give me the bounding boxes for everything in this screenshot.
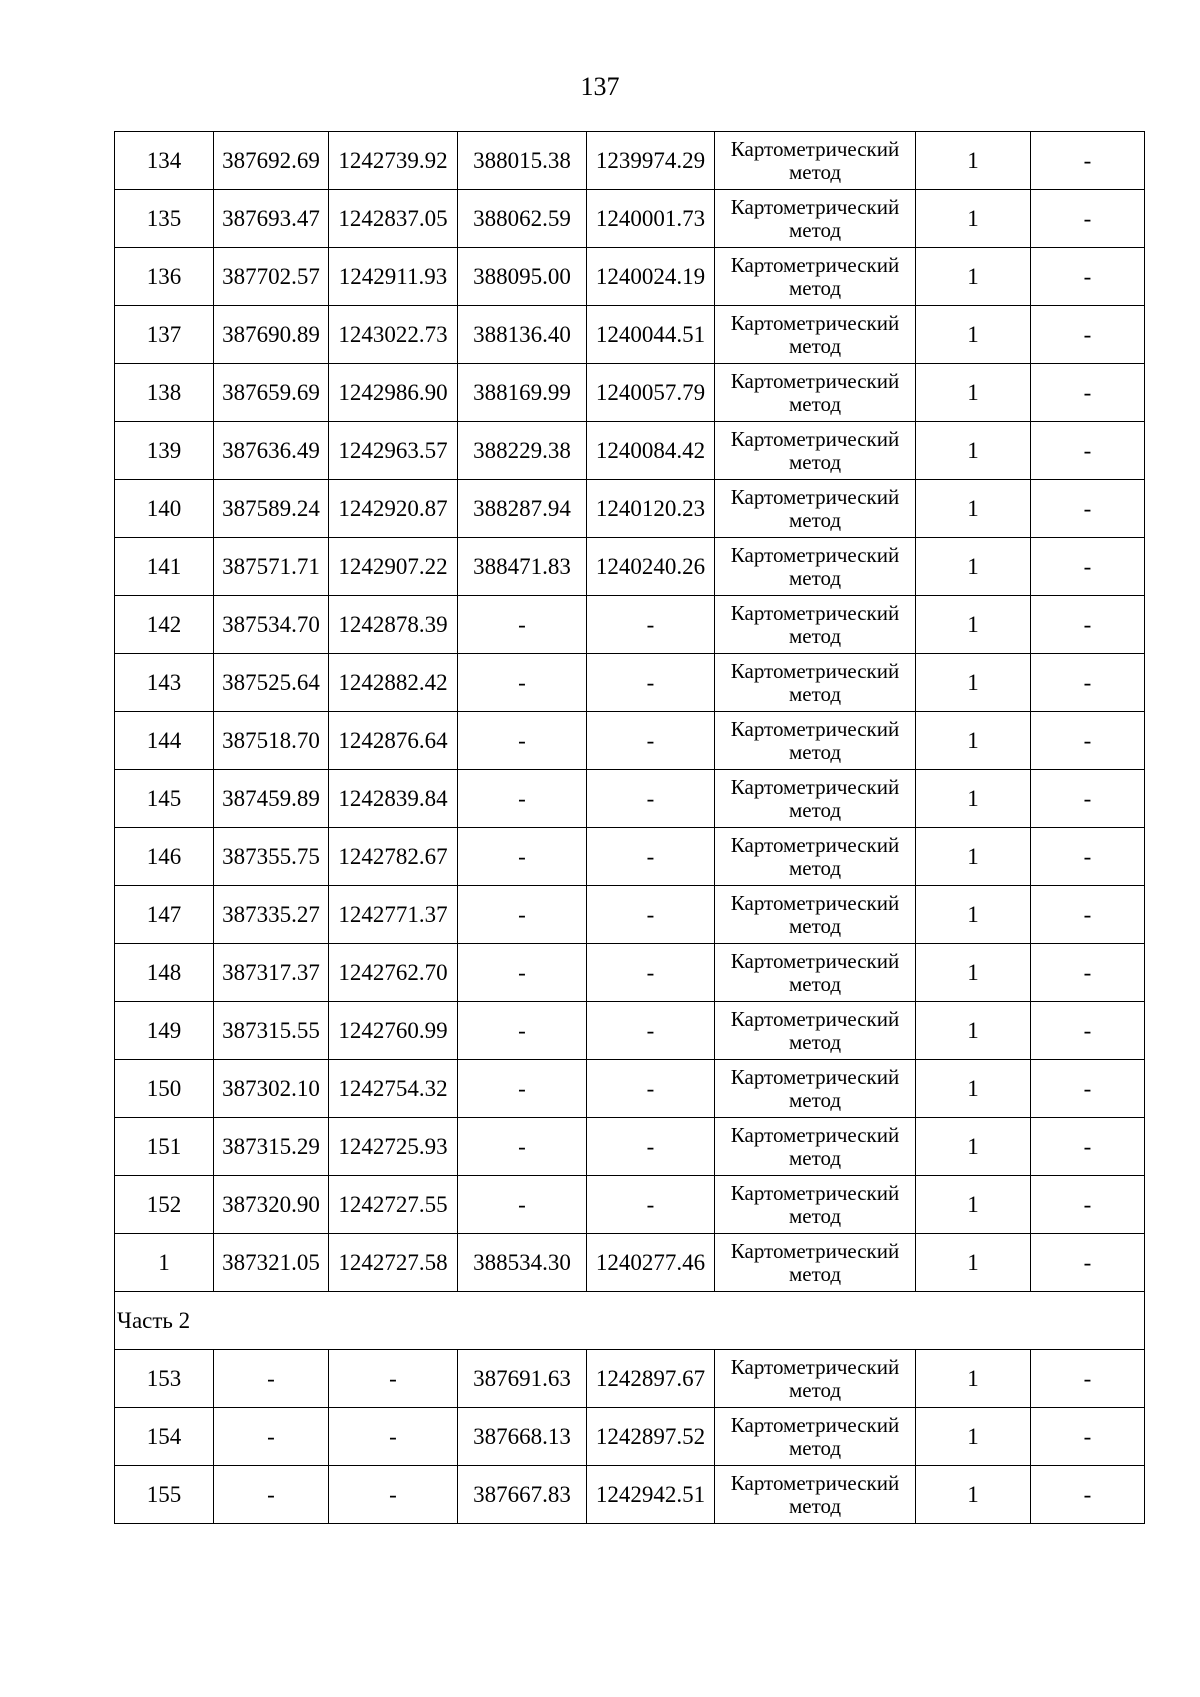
point-number-cell: 134 [115,132,214,190]
table-row [115,828,1145,886]
note-cell: - [1031,886,1145,944]
method-cell [715,596,916,654]
y1-cell: - [329,1350,458,1408]
method-line-2: метод [788,1087,842,1112]
x2-cell: - [458,828,587,886]
y2-cell: - [587,1176,715,1234]
x2-cell: 388287.94 [458,480,587,538]
table-row [115,944,1145,1002]
x1-cell: 387636.49 [214,422,329,480]
accuracy-cell: 1 [916,1466,1031,1524]
x1-cell: 387335.27 [214,886,329,944]
x1-cell: 387315.29 [214,1118,329,1176]
y1-cell: 1242727.58 [329,1234,458,1292]
table-row [115,1466,1145,1524]
method-line-2: метод [788,565,842,590]
accuracy-cell: 1 [916,654,1031,712]
table-row [115,1408,1145,1466]
y1-cell: 1242839.84 [329,770,458,828]
point-number-cell: 1 [115,1234,214,1292]
y1-cell: 1242837.05 [329,190,458,248]
x2-cell: - [458,1118,587,1176]
method-line-2: метод [788,1377,842,1402]
method-line-2: метод [788,217,842,242]
note-cell: - [1031,1118,1145,1176]
method-cell [715,422,916,480]
y1-cell: 1242762.70 [329,944,458,1002]
table-row [115,712,1145,770]
y2-cell: 1240057.79 [587,364,715,422]
x1-cell: 387525.64 [214,654,329,712]
method-line-1: Картометрический [730,194,900,219]
section-label: Часть 2 [115,1292,1145,1350]
method-line-2: метод [788,1435,842,1460]
method-cell [715,132,916,190]
point-number-cell: 143 [115,654,214,712]
method-line-1: Картометрический [730,1470,900,1495]
note-cell: - [1031,1350,1145,1408]
y1-cell: 1243022.73 [329,306,458,364]
accuracy-cell: 1 [916,828,1031,886]
x2-cell: - [458,944,587,1002]
method-cell [715,712,916,770]
y1-cell: 1242963.57 [329,422,458,480]
x2-cell: 387668.13 [458,1408,587,1466]
table-row [115,480,1145,538]
x2-cell: 388095.00 [458,248,587,306]
point-number-cell: 136 [115,248,214,306]
accuracy-cell: 1 [916,1002,1031,1060]
method-cell [715,1118,916,1176]
point-number-cell: 153 [115,1350,214,1408]
method-line-2: метод [788,1145,842,1170]
y1-cell: 1242878.39 [329,596,458,654]
x1-cell: 387690.89 [214,306,329,364]
y2-cell: - [587,1060,715,1118]
x1-cell: 387571.71 [214,538,329,596]
x2-cell: 388136.40 [458,306,587,364]
table-row [115,364,1145,422]
note-cell: - [1031,538,1145,596]
note-cell: - [1031,1408,1145,1466]
method-line-1: Картометрический [730,310,900,335]
method-line-2: метод [788,159,842,184]
method-line-2: метод [788,797,842,822]
x1-cell: 387692.69 [214,132,329,190]
point-number-cell: 154 [115,1408,214,1466]
note-cell: - [1031,248,1145,306]
y1-cell: - [329,1408,458,1466]
x2-cell: 387691.63 [458,1350,587,1408]
method-cell [715,886,916,944]
x2-cell: - [458,654,587,712]
x2-cell: - [458,596,587,654]
accuracy-cell: 1 [916,1350,1031,1408]
y2-cell: - [587,1002,715,1060]
x1-cell: 387317.37 [214,944,329,1002]
accuracy-cell: 1 [916,1408,1031,1466]
method-cell [715,1350,916,1408]
y2-cell: - [587,944,715,1002]
point-number-cell: 145 [115,770,214,828]
page-number: 137 [580,72,620,101]
note-cell: - [1031,132,1145,190]
method-cell [715,364,916,422]
method-line-1: Картометрический [730,890,900,915]
note-cell: - [1031,712,1145,770]
y2-cell: 1239974.29 [587,132,715,190]
method-line-1: Картометрический [730,484,900,509]
method-line-1: Картометрический [730,542,900,567]
accuracy-cell: 1 [916,480,1031,538]
method-line-2: метод [788,333,842,358]
accuracy-cell: 1 [916,886,1031,944]
section-row [115,1292,1145,1350]
x1-cell: - [214,1408,329,1466]
note-cell: - [1031,480,1145,538]
point-number-cell: 139 [115,422,214,480]
y1-cell: 1242920.87 [329,480,458,538]
point-number-cell: 137 [115,306,214,364]
table-row [115,538,1145,596]
method-line-1: Картометрический [730,1006,900,1031]
point-number-cell: 135 [115,190,214,248]
table-body [115,132,1145,1524]
y1-cell: 1242882.42 [329,654,458,712]
method-line-2: метод [788,971,842,996]
y2-cell: 1242897.67 [587,1350,715,1408]
x2-cell: 388015.38 [458,132,587,190]
accuracy-cell: 1 [916,596,1031,654]
x1-cell: 387320.90 [214,1176,329,1234]
method-cell [715,190,916,248]
y2-cell: 1240084.42 [587,422,715,480]
y1-cell: 1242739.92 [329,132,458,190]
table-row [115,770,1145,828]
accuracy-cell: 1 [916,306,1031,364]
method-line-1: Картометрический [730,1122,900,1147]
point-number-cell: 147 [115,886,214,944]
x2-cell: - [458,886,587,944]
method-line-2: метод [788,1261,842,1286]
y1-cell: 1242725.93 [329,1118,458,1176]
note-cell: - [1031,364,1145,422]
y1-cell: - [329,1466,458,1524]
x1-cell: 387693.47 [214,190,329,248]
method-cell [715,1176,916,1234]
method-cell [715,538,916,596]
x1-cell: 387518.70 [214,712,329,770]
point-number-cell: 149 [115,1002,214,1060]
y2-cell: - [587,886,715,944]
method-cell [715,1466,916,1524]
x2-cell: - [458,1060,587,1118]
point-number-cell: 142 [115,596,214,654]
point-number-cell: 141 [115,538,214,596]
y2-cell: 1240120.23 [587,480,715,538]
note-cell: - [1031,1176,1145,1234]
coordinates-table [114,131,1145,1524]
x2-cell: - [458,770,587,828]
method-cell [715,828,916,886]
accuracy-cell: 1 [916,538,1031,596]
accuracy-cell: 1 [916,712,1031,770]
method-line-1: Картометрический [730,1180,900,1205]
method-line-2: метод [788,1203,842,1228]
x2-cell: 388169.99 [458,364,587,422]
x1-cell: - [214,1466,329,1524]
y1-cell: 1242876.64 [329,712,458,770]
y2-cell: - [587,1118,715,1176]
method-line-2: метод [788,913,842,938]
note-cell: - [1031,770,1145,828]
accuracy-cell: 1 [916,1176,1031,1234]
method-line-1: Картометрический [730,1412,900,1437]
method-line-2: метод [788,275,842,300]
method-line-1: Картометрический [730,948,900,973]
method-cell [715,654,916,712]
y1-cell: 1242754.32 [329,1060,458,1118]
accuracy-cell: 1 [916,248,1031,306]
method-line-2: метод [788,391,842,416]
y2-cell: - [587,712,715,770]
accuracy-cell: 1 [916,1060,1031,1118]
x2-cell: 388062.59 [458,190,587,248]
table-row [115,1060,1145,1118]
table-row [115,886,1145,944]
y2-cell: - [587,596,715,654]
method-line-2: метод [788,855,842,880]
method-line-1: Картометрический [730,426,900,451]
method-line-1: Картометрический [730,1064,900,1089]
table-row [115,190,1145,248]
x2-cell: 388229.38 [458,422,587,480]
x1-cell: 387534.70 [214,596,329,654]
x2-cell: 388534.30 [458,1234,587,1292]
point-number-cell: 140 [115,480,214,538]
point-number-cell: 148 [115,944,214,1002]
y2-cell: 1242897.52 [587,1408,715,1466]
table-row [115,1234,1145,1292]
table-row [115,1002,1145,1060]
method-line-1: Картометрический [730,658,900,683]
note-cell: - [1031,596,1145,654]
y2-cell: - [587,828,715,886]
y1-cell: 1242727.55 [329,1176,458,1234]
method-line-1: Картометрический [730,252,900,277]
point-number-cell: 146 [115,828,214,886]
x2-cell: 388471.83 [458,538,587,596]
note-cell: - [1031,190,1145,248]
x1-cell: 387302.10 [214,1060,329,1118]
point-number-cell: 151 [115,1118,214,1176]
note-cell: - [1031,1466,1145,1524]
point-number-cell: 152 [115,1176,214,1234]
table-row [115,1350,1145,1408]
method-line-2: метод [788,739,842,764]
accuracy-cell: 1 [916,944,1031,1002]
note-cell: - [1031,422,1145,480]
point-number-cell: 155 [115,1466,214,1524]
accuracy-cell: 1 [916,770,1031,828]
method-line-1: Картометрический [730,774,900,799]
method-line-1: Картометрический [730,1238,900,1263]
method-line-1: Картометрический [730,716,900,741]
y1-cell: 1242986.90 [329,364,458,422]
method-cell [715,770,916,828]
note-cell: - [1031,828,1145,886]
note-cell: - [1031,306,1145,364]
x1-cell: 387459.89 [214,770,329,828]
method-line-2: метод [788,1029,842,1054]
method-line-2: метод [788,1493,842,1518]
table-row [115,654,1145,712]
method-line-2: метод [788,507,842,532]
x2-cell: - [458,712,587,770]
method-line-1: Картометрический [730,136,900,161]
x2-cell: - [458,1176,587,1234]
note-cell: - [1031,944,1145,1002]
method-line-1: Картометрический [730,368,900,393]
y1-cell: 1242760.99 [329,1002,458,1060]
y2-cell: - [587,770,715,828]
method-cell [715,1408,916,1466]
table-row [115,306,1145,364]
method-line-1: Картометрический [730,600,900,625]
table-row [115,422,1145,480]
x1-cell: 387659.69 [214,364,329,422]
x1-cell: 387315.55 [214,1002,329,1060]
note-cell: - [1031,1234,1145,1292]
y2-cell: 1240277.46 [587,1234,715,1292]
y2-cell: 1242942.51 [587,1466,715,1524]
table-row [115,248,1145,306]
point-number-cell: 150 [115,1060,214,1118]
x1-cell: - [214,1350,329,1408]
method-line-2: метод [788,681,842,706]
note-cell: - [1031,1060,1145,1118]
method-cell [715,306,916,364]
method-cell [715,944,916,1002]
y1-cell: 1242911.93 [329,248,458,306]
note-cell: - [1031,654,1145,712]
y2-cell: 1240024.19 [587,248,715,306]
method-line-2: метод [788,449,842,474]
accuracy-cell: 1 [916,364,1031,422]
x1-cell: 387321.05 [214,1234,329,1292]
y1-cell: 1242771.37 [329,886,458,944]
x1-cell: 387702.57 [214,248,329,306]
note-cell: - [1031,1002,1145,1060]
y1-cell: 1242782.67 [329,828,458,886]
accuracy-cell: 1 [916,1234,1031,1292]
method-cell [715,480,916,538]
y2-cell: 1240240.26 [587,538,715,596]
accuracy-cell: 1 [916,190,1031,248]
table-row [115,132,1145,190]
method-cell [715,1234,916,1292]
method-cell [715,248,916,306]
table-row [115,1176,1145,1234]
y1-cell: 1242907.22 [329,538,458,596]
method-line-1: Картометрический [730,832,900,857]
accuracy-cell: 1 [916,422,1031,480]
x2-cell: 387667.83 [458,1466,587,1524]
point-number-cell: 144 [115,712,214,770]
accuracy-cell: 1 [916,1118,1031,1176]
table-row [115,596,1145,654]
table-row [115,1118,1145,1176]
method-cell [715,1002,916,1060]
method-line-1: Картометрический [730,1354,900,1379]
x1-cell: 387589.24 [214,480,329,538]
point-number-cell: 138 [115,364,214,422]
accuracy-cell: 1 [916,132,1031,190]
x2-cell: - [458,1002,587,1060]
method-cell [715,1060,916,1118]
x1-cell: 387355.75 [214,828,329,886]
y2-cell: - [587,654,715,712]
y2-cell: 1240044.51 [587,306,715,364]
method-line-2: метод [788,623,842,648]
y2-cell: 1240001.73 [587,190,715,248]
